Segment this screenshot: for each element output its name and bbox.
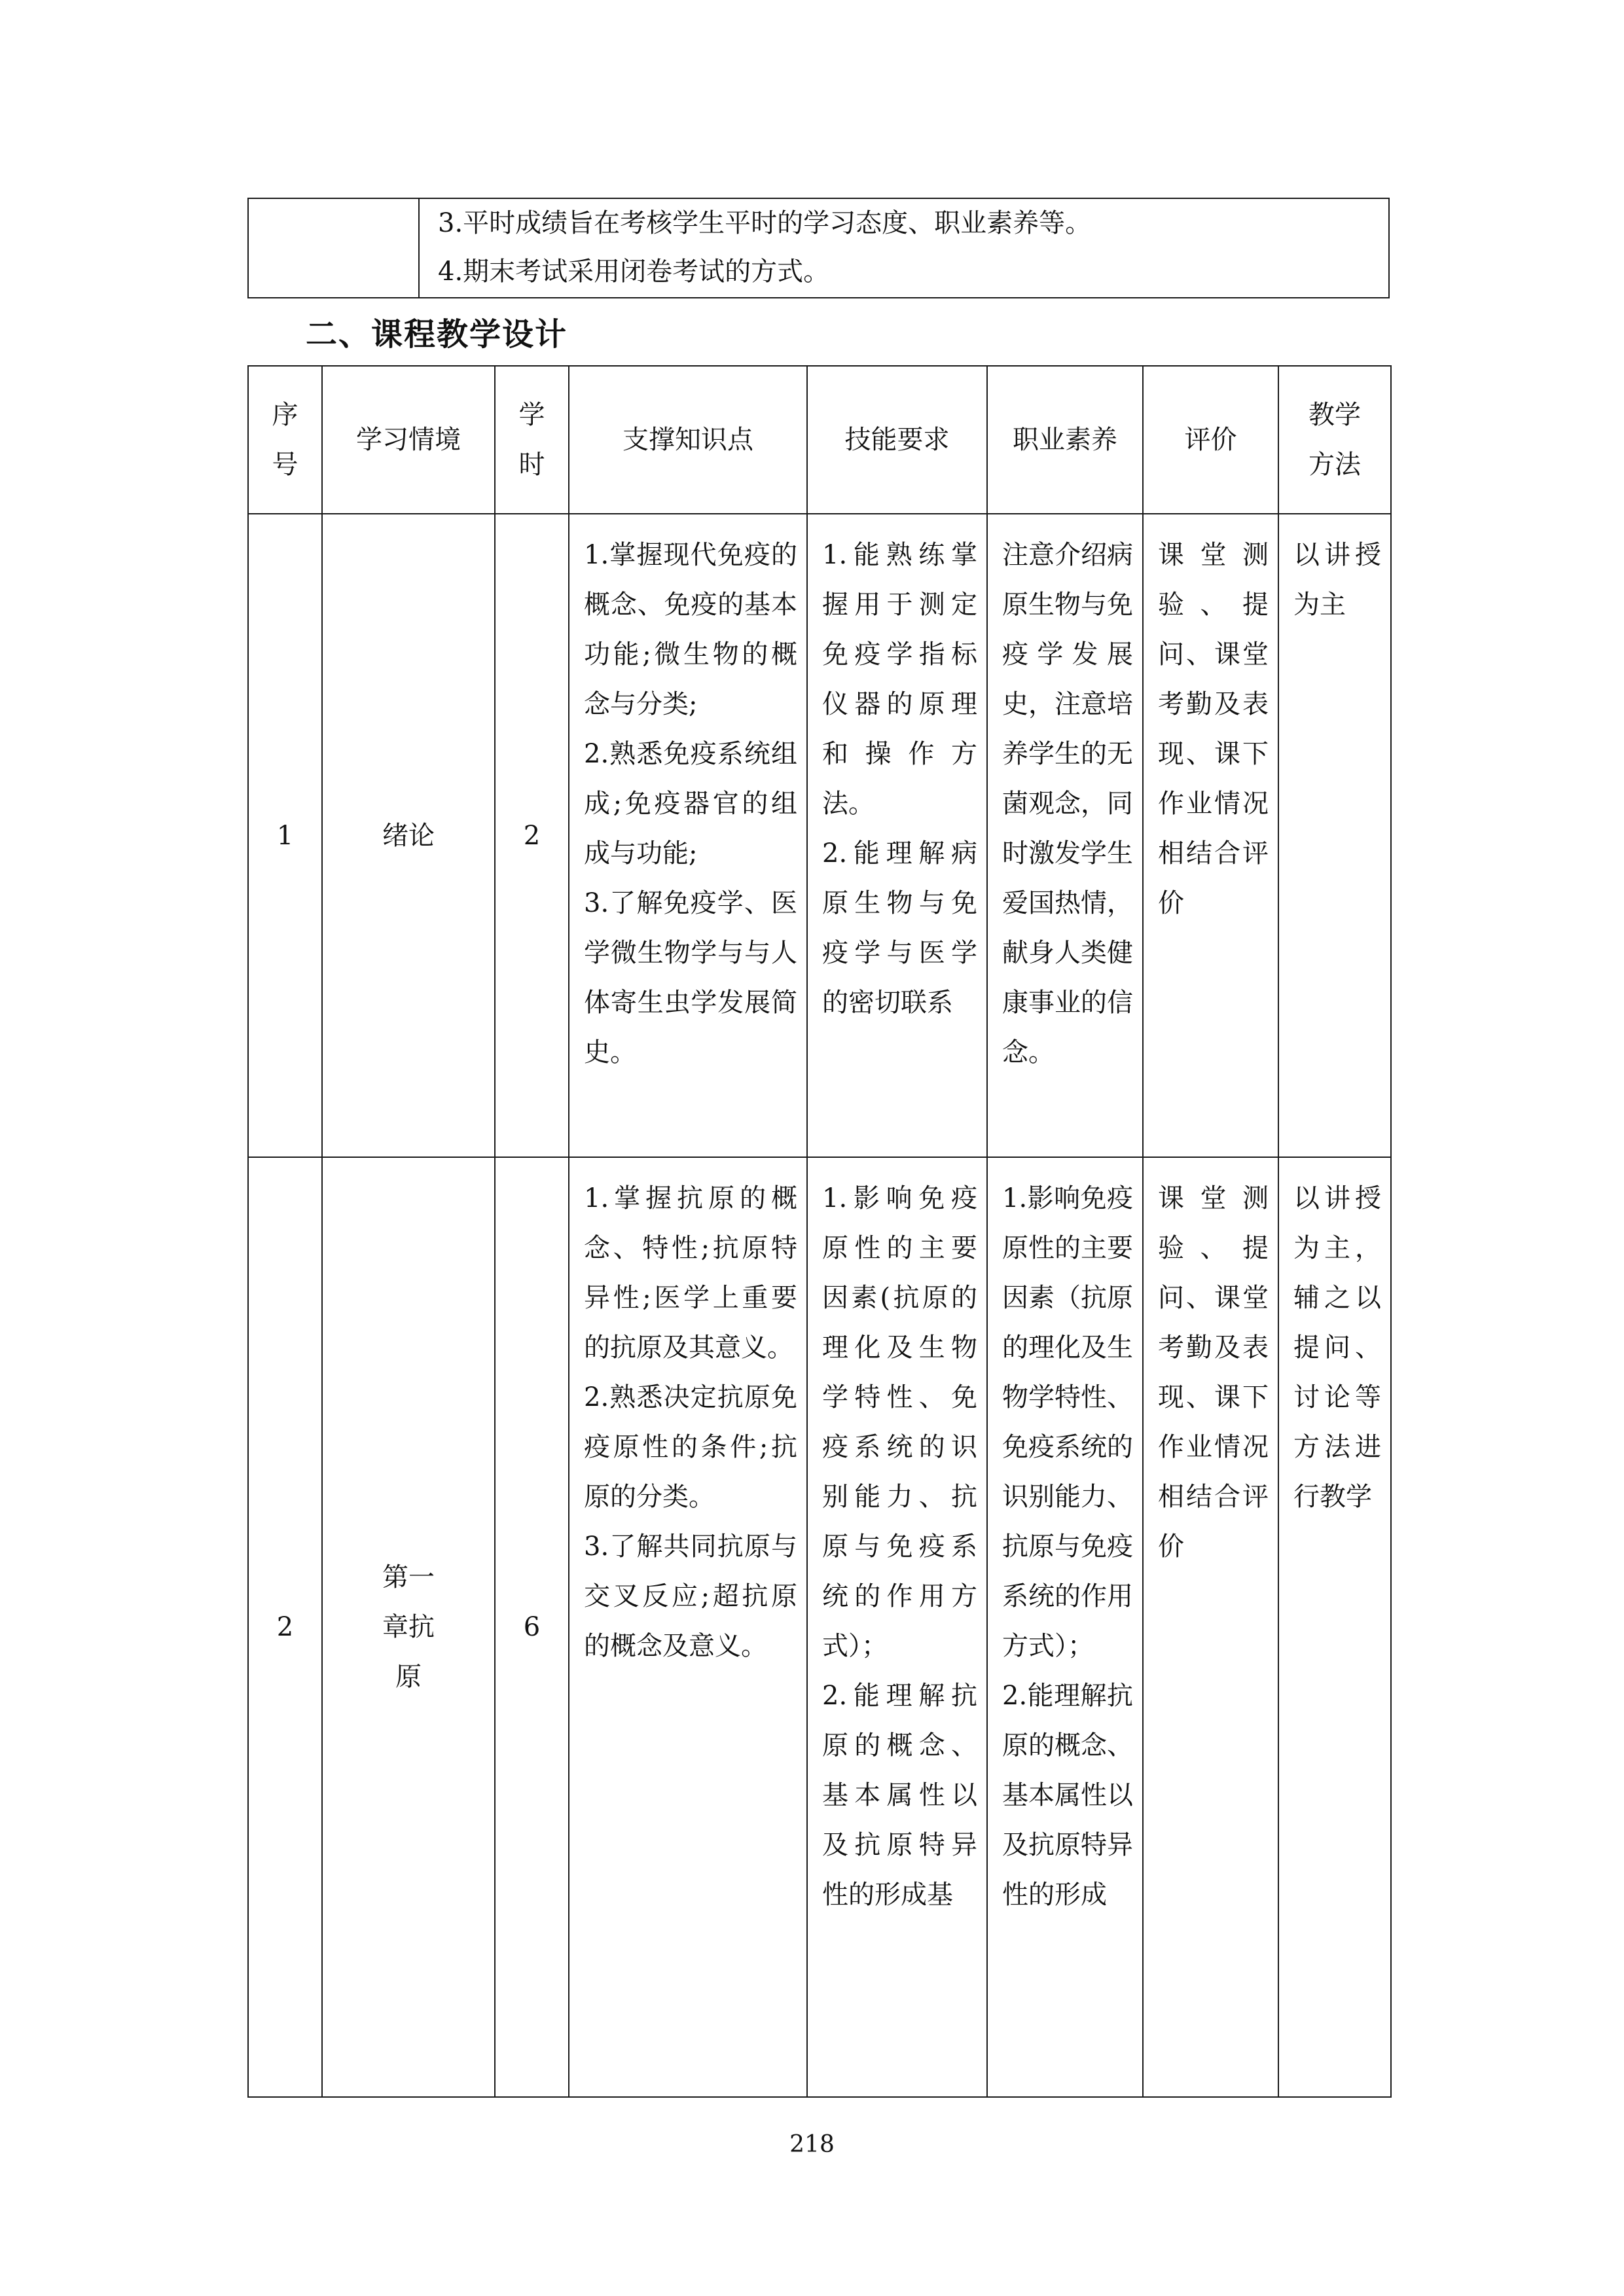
header-knowledge: [569, 366, 807, 514]
knowledge-point: 1.掌握现代免疫的概念、免疫的基本功能;微生物的概念与分类;: [584, 540, 797, 719]
course-design-table: [247, 365, 1392, 2098]
assessment-table-continuation: [247, 198, 1390, 298]
method-text: 以讲授为主: [1293, 540, 1381, 620]
row-method: [1278, 514, 1391, 1157]
knowledge-point: 3.了解免疫学、医学微生物学与与人体寄生虫学发展简史。: [584, 888, 797, 1067]
header-scenario: [322, 366, 495, 514]
header-skills-label: 技能要求: [844, 425, 950, 455]
row-literacy: [987, 1157, 1143, 2097]
literacy-text: 注意介绍病原生物与免疫学发展史，注意培养学生的无菌观念，同时激发学生爱国热情，献身人类健康事业的信念。: [1002, 540, 1133, 1067]
skill-requirement: 1.能熟练掌握用于测定免疫学指标仪器的原理和操作方法。: [822, 540, 977, 819]
page-number: 218: [789, 2131, 835, 2158]
evaluation-text: 课堂测验、提问、课堂考勤及表现、课下作业情况相结合评价: [1158, 1183, 1269, 1562]
header-hours-label: 学时: [518, 400, 545, 480]
row-knowledge: [569, 1157, 807, 2097]
section-heading: 二、课程教学设计: [306, 316, 568, 353]
skill-requirement: 2.能理解抗原的概念、基本属性以及抗原特异性的形成基: [822, 1681, 977, 1910]
header-literacy: [987, 366, 1143, 514]
evaluation-text: 课堂测验、提问、课堂考勤及表现、课下作业情况相结合评价: [1158, 540, 1269, 918]
knowledge-point: 2.熟悉免疫系统组成;免疫器官的组成与功能;: [584, 739, 797, 869]
row-seq: 1: [248, 514, 322, 1157]
header-literacy-label: 职业素养: [1013, 425, 1117, 455]
row-scenario-label: 第一章抗原: [382, 1562, 435, 1692]
literacy-text: 2.能理解抗原的概念、基本属性以及抗原特异性的形成: [1002, 1681, 1133, 1910]
header-method: [1278, 366, 1391, 514]
knowledge-point: 2.熟悉决定抗原免疫原性的条件;抗原的分类。: [584, 1382, 797, 1512]
row-literacy: [987, 514, 1143, 1157]
skill-requirement: 1.影响免疫原性的主要因素(抗原的理化及生物学特性、免疫系统的识别能力、抗原与免疫系统的作用方式）；: [822, 1183, 977, 1661]
assessment-note: 3.平时成绩旨在考核学生平时的学习态度、职业素养等。: [438, 208, 1092, 238]
knowledge-point: 3.了解共同抗原与交叉反应;超抗原的概念及意义。: [584, 1532, 797, 1661]
table-row: [248, 514, 1391, 1157]
row-skills: [807, 514, 987, 1157]
header-skills: [807, 366, 987, 514]
header-scenario-label: 学习情境: [356, 425, 461, 455]
table-row: [248, 1157, 1391, 2097]
row-evaluation: [1143, 1157, 1278, 2097]
header-seq: [248, 366, 322, 514]
method-text: 以讲授为主，辅之以提问、讨论等方法进行教学: [1293, 1183, 1381, 1512]
header-evaluation: [1143, 366, 1278, 514]
assessment-note: 4.期末考试采用闭卷考试的方式。: [438, 257, 830, 287]
header-evaluation-label: 评价: [1184, 425, 1237, 455]
row-method: [1278, 1157, 1391, 2097]
row-scenario: [322, 1157, 495, 2097]
table-header-row: [248, 366, 1391, 514]
row-evaluation: [1143, 514, 1278, 1157]
header-knowledge-label: 支撑知识点: [623, 425, 753, 455]
skill-requirement: 2.能理解病原生物与免疫学与医学的密切联系: [822, 838, 977, 1018]
row-hours: 2: [495, 514, 569, 1157]
knowledge-point: 1.掌握抗原的概念、特性;抗原特异性;医学上重要的抗原及其意义。: [584, 1183, 797, 1363]
header-seq-label: 序号: [272, 400, 298, 480]
row-knowledge: [569, 514, 807, 1157]
row-skills: [807, 1157, 987, 2097]
header-method-label: 教学方法: [1308, 400, 1361, 480]
assessment-notes-cell: [419, 198, 1389, 298]
header-hours: [495, 366, 569, 514]
literacy-text: 1.影响免疫原性的主要因素（抗原的理化及生物学特性、免疫系统的识别能力、抗原与免疫系统的作用方式）；: [1002, 1183, 1133, 1661]
row-hours: 6: [495, 1157, 569, 2097]
row-scenario: 绪论: [322, 514, 495, 1157]
empty-label-cell: [248, 198, 419, 298]
row-seq: 2: [248, 1157, 322, 2097]
